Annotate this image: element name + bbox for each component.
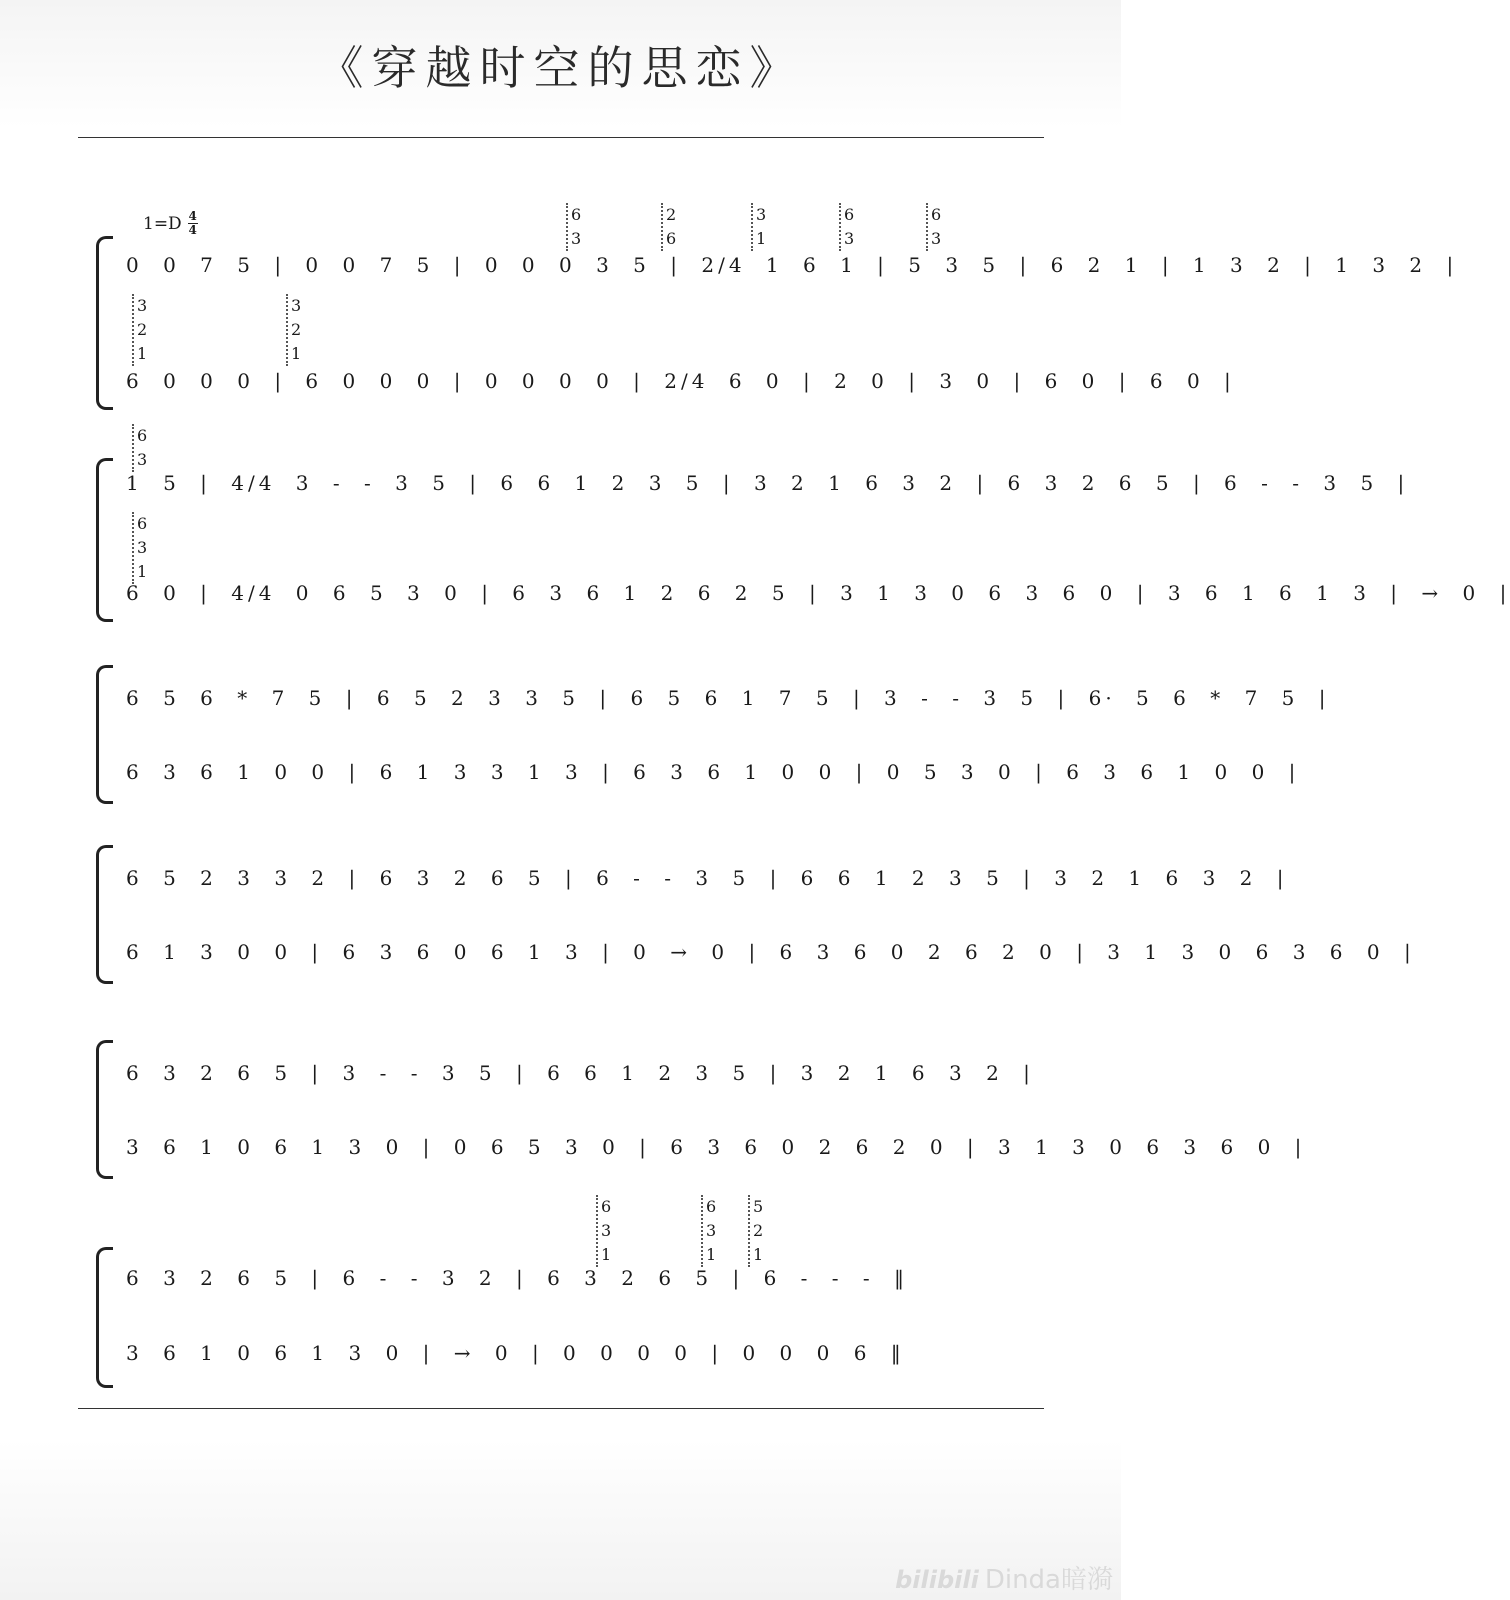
chord-stack: 6 3	[132, 424, 147, 472]
system-3	[96, 665, 1330, 800]
upper-notes: 6 5 6 * 7 5 | 6 5 2 3 3 5 | 6 5 6 1 7 5 | 3 - - 3 5 | 6· 5 6 * 7 5 |	[126, 686, 1330, 710]
chord-stack: 5 2 1	[748, 1195, 763, 1267]
system-brace	[96, 1040, 113, 1179]
chord-stack: 3 2 1	[286, 294, 301, 366]
top-rule	[78, 137, 1044, 138]
system-5	[96, 1040, 1306, 1175]
system-6	[96, 1195, 1026, 1385]
time-signature: 4 4	[188, 209, 197, 237]
system-brace	[96, 1247, 113, 1388]
upper-notes: 6 3 2 6 5 | 3 - - 3 5 | 6 6 1 2 3 5 | 3 2 1 6 3 2 |	[126, 1061, 1034, 1085]
lower-notes: 6 0 0 0 | 6 0 0 0 | 0 0 0 0 | 2/4 6 0 | 2 0 | 3 0 | 6 0 | 6 0 |	[126, 369, 1235, 393]
chord-stack: 6 3 1	[596, 1195, 611, 1267]
chord-stack: 6 3	[839, 203, 854, 251]
key-label: 1=D	[143, 213, 182, 234]
chord-stack: 3 2 1	[132, 294, 147, 366]
chord-stack: 6 3	[926, 203, 941, 251]
lower-staff	[126, 580, 1510, 606]
chord-stack: 6 3 1	[701, 1195, 716, 1267]
lower-notes: 6 0 | 4/4 0 6 5 3 0 | 6 3 6 1 2 6 2 5 | 3 1 3 0 6 3 6 0 | 3 6 1 6 1 3 | → 0 |	[126, 581, 1510, 605]
upper-staff	[126, 685, 1330, 711]
bottom-rule	[78, 1408, 1044, 1409]
upper-staff	[126, 1060, 1034, 1086]
lower-notes: 3 6 1 0 6 1 3 0 | 0 6 5 3 0 | 6 3 6 0 2 6 2 0 | 3 1 3 0 6 3 6 0 |	[126, 1135, 1306, 1159]
chord-stack: 2 6	[661, 203, 676, 251]
chord-stack: 6 3 1	[132, 512, 147, 584]
upper-staff	[126, 470, 1409, 496]
lower-staff	[126, 759, 1300, 785]
system-2	[96, 426, 1510, 618]
system-brace	[96, 458, 113, 622]
watermark-user: Dinda暗漪	[984, 1565, 1113, 1595]
upper-notes: 6 3 2 6 5 | 6 - - 3 2 | 6 3 2 6 5 | 6 - - - ‖	[126, 1266, 909, 1290]
chord-stack: 3 1	[751, 203, 766, 251]
upper-notes: 6 5 2 3 3 2 | 6 3 2 6 5 | 6 - - 3 5 | 6 6 1 2 3 5 | 3 2 1 6 3 2 |	[126, 866, 1288, 890]
system-brace	[96, 665, 113, 804]
bilibili-logo: bilibili	[895, 1566, 979, 1594]
lower-notes: 3 6 1 0 6 1 3 0 | → 0 | 0 0 0 0 | 0 0 0 6 ‖	[126, 1341, 905, 1365]
system-4	[96, 845, 1415, 980]
score-title: 《穿越时空的思恋》	[317, 41, 804, 95]
upper-staff	[126, 1265, 1026, 1291]
chord-stack: 6 3	[566, 203, 581, 251]
system-brace	[96, 236, 113, 410]
upper-staff	[126, 865, 1288, 891]
lower-staff	[126, 939, 1415, 965]
lower-notes: 6 1 3 0 0 | 6 3 6 0 6 1 3 | 0 → 0 | 6 3 6 0 2 6 2 0 | 3 1 3 0 6 3 6 0 |	[126, 940, 1415, 964]
upper-staff	[126, 252, 1458, 278]
lower-staff	[126, 1134, 1306, 1160]
system-brace	[96, 845, 113, 984]
lower-staff	[126, 368, 1235, 394]
lower-staff	[126, 1340, 1026, 1366]
watermark	[895, 1559, 1113, 1596]
upper-notes: 0 0 7 5 | 0 0 7 5 | 0 0 0 3 5 | 2/4 1 6 1 | 5 3 5 | 6 2 1 | 1 3 2 | 1 3 2 |	[126, 253, 1458, 277]
upper-notes: 1 5 | 4/4 3 - - 3 5 | 6 6 1 2 3 5 | 3 2 1 6 3 2 | 6 3 2 6 5 | 6 - - 3 5 |	[126, 471, 1409, 495]
lower-notes: 6 3 6 1 0 0 | 6 1 3 3 1 3 | 6 3 6 1 0 0 | 0 5 3 0 | 6 3 6 1 0 0 |	[126, 760, 1300, 784]
